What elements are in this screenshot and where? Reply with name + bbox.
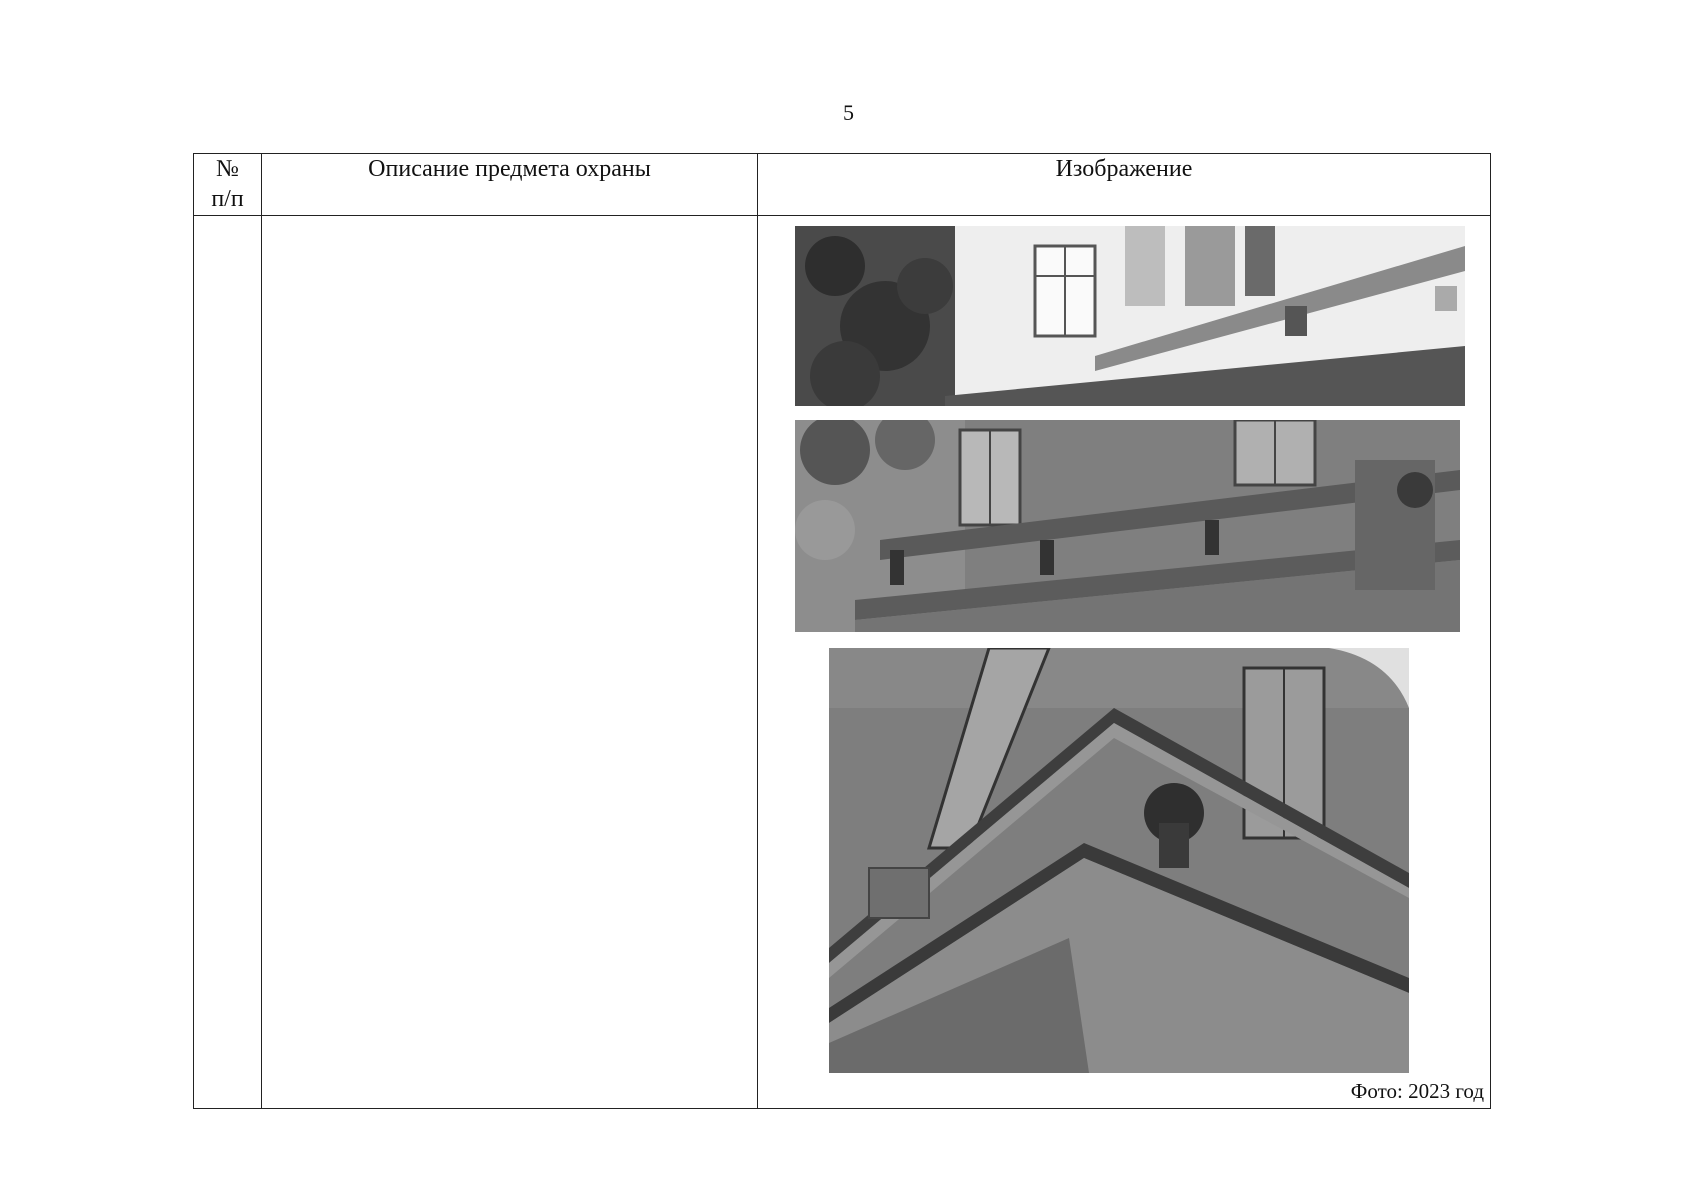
page-number: 5	[843, 100, 854, 125]
facade-photo-upper-corner	[795, 226, 1465, 406]
row-description-cell	[262, 216, 758, 1109]
header-number-line2: п/п	[211, 186, 244, 212]
facade-photo-corner-cornices	[829, 648, 1409, 1073]
header-image: Изображение	[758, 154, 1491, 216]
table-header-row	[194, 154, 1491, 216]
header-number	[194, 154, 262, 216]
header-description: Описание предмета охраны	[262, 154, 758, 216]
row-number-cell	[194, 216, 262, 1109]
heritage-table	[193, 153, 1491, 1109]
header-number-line1: №	[216, 156, 239, 182]
facade-photo-balcony-vases	[795, 420, 1460, 632]
row-image-cell	[758, 216, 1491, 1109]
photo-caption: Фото: 2023 год	[1350, 1079, 1484, 1103]
table-row	[194, 216, 1491, 1109]
